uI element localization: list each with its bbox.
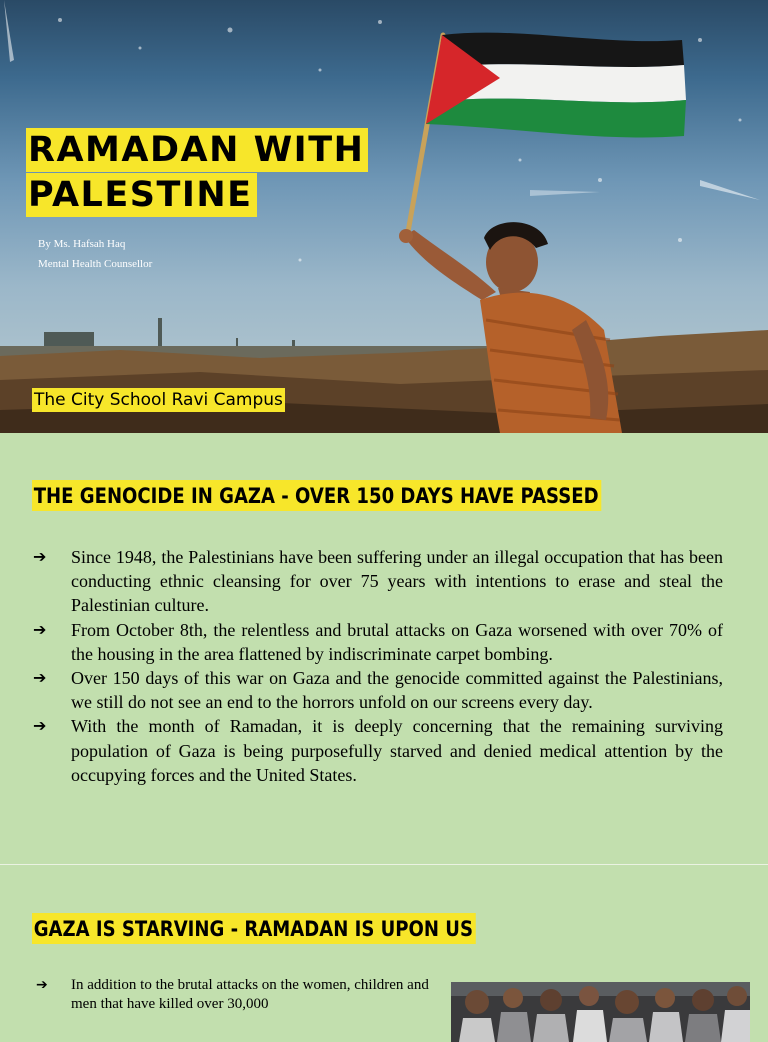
gaza-children-photo (451, 982, 750, 1042)
hero-banner (0, 0, 768, 433)
bullet-text: From October 8th, the relentless and brutal attacks on Gaza worsened with over 70% of the housing in the area flattened by indiscriminate carpet bombing. (71, 619, 723, 664)
list-item (33, 666, 723, 714)
section-heading-genocide: THE GENOCIDE IN GAZA - OVER 150 DAYS HAVE PASSED (32, 480, 601, 511)
list-item (33, 618, 723, 666)
arrow-icon: ➔ (33, 716, 47, 736)
author-name: By Ms. Hafsah Haq (38, 238, 126, 250)
title-line-2: PALESTINE (26, 173, 257, 217)
arrow-icon: ➔ (33, 547, 47, 566)
genocide-bullet-list (33, 545, 723, 787)
bullet-text: Since 1948, the Palestinians have been suffering under an illegal occupation that has been conducting ethnic cleansing for over 75 years with intentions to erase and steal the Palestinian culture. (71, 547, 723, 616)
list-item (33, 545, 723, 618)
section-heading-starving: GAZA IS STARVING - RAMADAN IS UPON US (32, 913, 476, 944)
section-divider (0, 864, 768, 865)
list-item (36, 976, 431, 1014)
bullet-text: Over 150 days of this war on Gaza and the genocide committed against the Palestinians, we still do not see an end to the horrors unfold on our screens every day. (71, 668, 723, 713)
starving-bullet-list (36, 976, 431, 1014)
list-item (33, 714, 723, 787)
bullet-text: In addition to the brutal attacks on the women, children and men that have killed over 30,000 (71, 977, 429, 1012)
crowd-image (451, 982, 750, 1042)
bullet-text: With the month of Ramadan, it is deeply concerning that the remaining surviving population of Gaza is being purposefully starved and denied medical attention by the occupying forces and the United States. (71, 716, 723, 785)
byline (38, 234, 152, 274)
arrow-icon: ➔ (33, 619, 47, 639)
campus-label: The City School Ravi Campus (34, 390, 283, 410)
author-role: Mental Health Counsellor (38, 258, 153, 270)
palestine-flag-icon (426, 33, 686, 138)
poster-title (26, 128, 368, 218)
arrow-icon: ➔ (36, 977, 48, 993)
title-line-1: RAMADAN WITH (26, 128, 368, 172)
arrow-icon: ➔ (33, 668, 47, 688)
